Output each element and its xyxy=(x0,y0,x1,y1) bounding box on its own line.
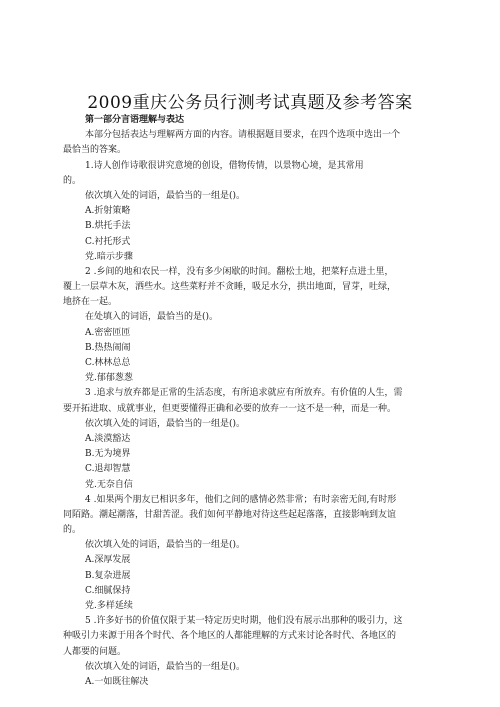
text-line: 本部分包括表达与理解两方面的内容。请根据题目要求，在四个选项中选出一个 xyxy=(85,130,401,141)
text-line: 覆上一层草木灰，洒些水。这些菜籽并不贪睡，吸足水分，拱出地面，冒芽，吐绿， xyxy=(63,282,397,293)
text-line: 党.郁郁葱葱 xyxy=(85,373,133,384)
text-line: A.淡漠豁达 xyxy=(85,433,131,444)
section-heading: 第一部分言语理解与表达 xyxy=(85,115,185,125)
text-line: A.一如既往解决 xyxy=(85,676,149,687)
text-line: 同陌路。潮起潮落，甘甜苦涩。我们如何平静地对待这些起起落落，直接影响到友谊 xyxy=(63,509,397,520)
text-line: A.折射策略 xyxy=(85,206,131,217)
text-line: 党.多样延续 xyxy=(85,601,133,611)
text-line: 依次填入处的词语，最恰当的一组是()。 xyxy=(85,418,246,429)
text-line: B.热热闹闹 xyxy=(85,342,131,353)
text-line: 2 .乡间的地和农民一样，没有多少闲歇的时间。翻松土地，把菜籽点进土里， xyxy=(85,266,394,277)
text-line: B.复杂进展 xyxy=(85,570,131,581)
text-line: 依次填入处的词语，最恰当的一组是()。 xyxy=(85,190,246,201)
text-line: 依次填入处的词语，最恰当的一组是()。 xyxy=(85,661,246,672)
text-line: C.衬托形式 xyxy=(85,236,131,247)
text-line: B.无为境界 xyxy=(85,449,131,460)
text-line: 人都要的问题。 xyxy=(63,646,127,657)
text-line: 3 .追求与放弃都是正常的生活态度，有所追求就应有所放弃。有价值的人生，需 xyxy=(85,388,403,399)
text-line: 1.诗人创作诗歌很讲究意境的创设，借物传情，以景物心境，是其常用 xyxy=(85,160,364,171)
text-line: B.烘托手法 xyxy=(85,221,131,232)
text-line: A.密密匝匝 xyxy=(85,327,131,338)
text-line: 种吸引力来源于用各个时代、各个地区的人都能理解的方式来讨论各时代、各地区的 xyxy=(63,631,397,642)
text-line: 的。 xyxy=(63,175,82,186)
text-line: 4 .如果两个朋友已相识多年，他们之间的感情必然非常；有时亲密无间,有时形 xyxy=(85,494,397,505)
text-line: C.细腻保持 xyxy=(85,585,131,596)
text-line: 要开拓进取、成就事业，但更要懂得正确和必要的放弃一一这不是一种，而是一种。 xyxy=(63,403,397,414)
document-body xyxy=(63,113,445,690)
text-line: 5 .许多好书的价值仅限于某一特定历史时期，他们没有展示出那种的吸引力，这 xyxy=(85,616,403,627)
text-line: 党.暗示步骤 xyxy=(85,251,133,262)
text-line: 的。 xyxy=(63,525,82,536)
text-line: A.深厚发展 xyxy=(85,555,131,566)
document-title: 2009重庆公务员行测考试真题及参考答案 xyxy=(87,93,413,113)
text-line: 地挤在一起。 xyxy=(63,297,118,308)
text-line: 党.无奈自信 xyxy=(85,479,133,490)
text-line: 最恰当的答案。 xyxy=(63,145,127,156)
text-line: 依次填入处的词语，最恰当的一组是()。 xyxy=(85,540,246,551)
text-line: C.林林总总 xyxy=(85,358,131,368)
text-line: 在处填入的词语，最恰当的是()。 xyxy=(85,312,219,323)
text-line: C.退却智慧 xyxy=(85,464,131,475)
